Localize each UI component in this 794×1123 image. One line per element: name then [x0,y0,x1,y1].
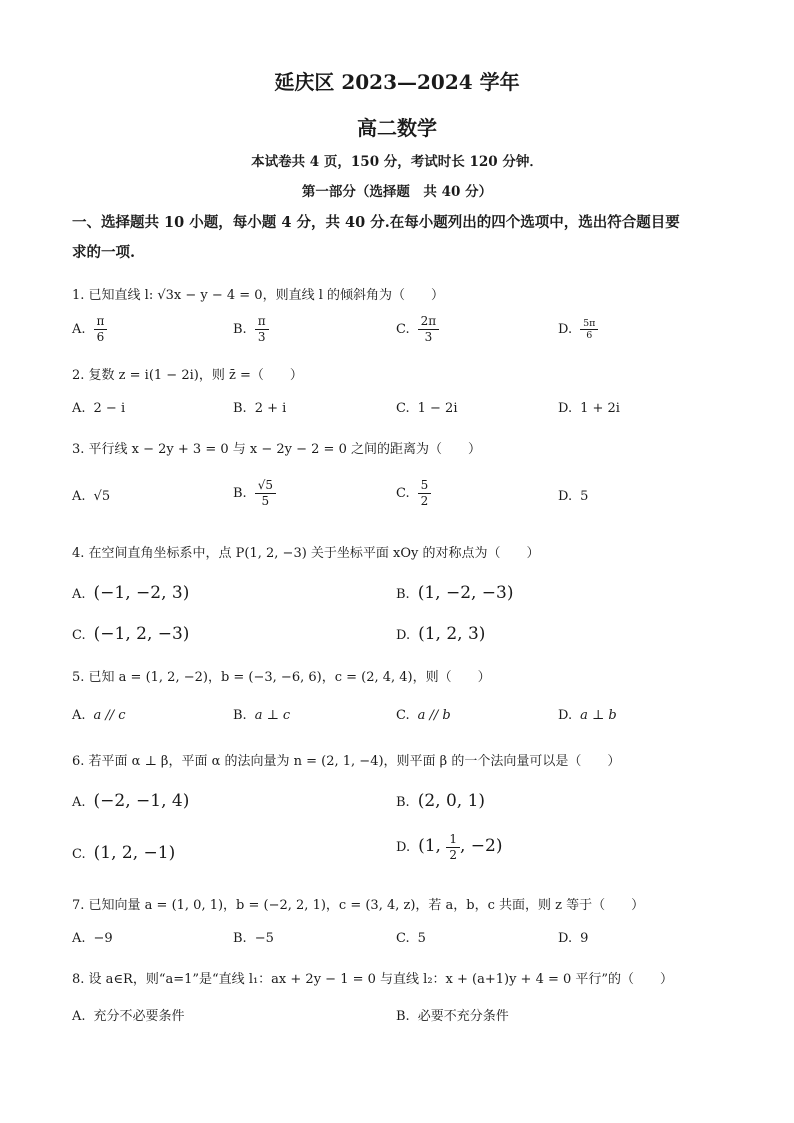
option-fraction [255,478,276,509]
option-value: (1, −2, −3) [417,583,514,603]
q4-option-d [396,624,485,644]
option-key: D. [558,708,573,723]
q1-option-c [396,314,439,345]
fraction-denominator: 2 [420,494,429,508]
option-key: B. [396,795,410,810]
question-3-stem: 3. 平行线 x − 2y + 3 = 0 与 x − 2y − 2 = 0 之间的距离为（ ） [72,442,481,457]
option-fraction [446,832,460,863]
option-value: (2, 0, 1) [417,791,486,811]
fraction-numerator: √5 [255,478,276,494]
option-key: C. [72,628,86,643]
option-fraction [94,314,108,345]
q3-option-d [558,489,588,504]
q5-option-c [396,708,451,723]
option-key: B. [233,486,247,501]
option-value: 9 [580,931,589,946]
q7-option-c [396,931,426,946]
fraction-numerator: π [94,314,108,330]
option-key: A. [72,708,86,723]
option-value: (−1, −2, 3) [93,583,190,603]
option-value-suffix: , −2) [460,836,503,856]
fraction-numerator: π [255,314,269,330]
option-value: 2 − i [93,401,126,416]
option-key: A. [72,587,86,602]
q5-option-a [72,708,126,723]
option-key: A. [72,1009,86,1024]
option-value: 1 − 2i [417,401,458,416]
option-value: √5 [93,489,111,504]
option-value-prefix: (1, [418,836,447,856]
q7-option-a [72,931,113,946]
q4-option-a [72,583,189,603]
option-value: a ⊥ b [580,708,617,723]
option-key: C. [396,708,410,723]
option-value: 1 + 2i [580,401,620,416]
fraction-denominator: 3 [257,330,266,344]
option-value: (−1, 2, −3) [93,624,190,644]
option-key: C. [72,847,86,862]
q2-option-b [233,401,286,416]
option-key: A. [72,401,86,416]
fraction-denominator: 5 [261,494,270,508]
option-fraction [580,318,598,341]
q5-option-b [233,708,290,723]
fraction-denominator: 3 [424,330,433,344]
option-fraction [418,478,432,509]
option-value: 2 + i [254,401,287,416]
q2-option-c [396,401,457,416]
q8-option-b [396,1005,509,1024]
q1-option-a [72,314,107,345]
question-7-stem: 7. 已知向量 a = (1, 0, 1)，b = (−2, 2, 1)，c = (3, 4, z)，若 a，b，c 共面，则 z 等于（ ） [72,898,645,913]
fraction-numerator: 2π [418,314,440,330]
question-5-stem: 5. 已知 a = (1, 2, −2)，b = (−3, −6, 6)，c = (2, 4, 4)，则（ ） [72,670,491,685]
q3-option-a [72,489,110,504]
option-key: A. [72,931,86,946]
option-value: 5 [580,489,589,504]
q7-option-b [233,931,274,946]
question-4-stem: 4. 在空间直角坐标系中，点 P(1, 2, −3) 关于坐标平面 xOy 的对称点为（ ） [72,546,540,561]
q5-option-d [558,708,617,723]
option-key: C. [396,931,410,946]
option-fraction [255,314,269,345]
option-key: A. [72,489,86,504]
option-key: D. [558,931,573,946]
q1-option-d [558,318,598,341]
q2-option-a [72,401,125,416]
option-key: D. [396,628,411,643]
option-value: (−2, −1, 4) [93,791,190,811]
fraction-numerator: 5π [580,318,598,330]
option-key: A. [72,795,86,810]
q2-option-d [558,401,620,416]
option-value: −5 [254,931,274,946]
q3-option-c [396,478,431,509]
q6-option-b [396,791,485,811]
q7-option-d [558,931,588,946]
section-instructions-line1: 一、选择题共 10 小题，每小题 4 分，共 40 分.在每小题列出的四个选项中，选出符合题目要 [72,214,680,231]
q3-option-b [233,478,276,509]
fraction-denominator: 6 [96,330,105,344]
option-key: C. [396,401,410,416]
fraction-denominator: 6 [586,330,593,341]
fraction-numerator: 1 [446,832,460,848]
part-heading: 第一部分（选择题 共 40 分） [301,184,493,200]
option-fraction [418,314,440,345]
q8-option-a [72,1005,185,1024]
option-key: C. [396,322,410,337]
q6-option-d [396,832,503,863]
exam-title: 延庆区 2023—2024 学年 [274,70,520,94]
option-key: D. [558,489,573,504]
exam-info: 本试卷共 4 页，150 分，考试时长 120 分钟． [251,154,543,170]
option-key: D. [396,840,411,855]
option-value: 充分不必要条件 [93,1009,185,1024]
option-value: 5 [417,931,426,946]
option-value: (1, 2, 3) [418,624,486,644]
q6-option-c [72,843,175,863]
section-instructions-line2: 求的一项. [72,244,136,261]
question-2-stem: 2. 复数 z = i(1 − 2i)，则 z̄ =（ ） [72,368,303,383]
option-value: (1, 2, −1) [93,843,176,863]
option-value: a // c [93,708,126,723]
option-key: B. [396,587,410,602]
q4-option-b [396,583,514,603]
option-key: D. [558,322,573,337]
option-value: 必要不充分条件 [417,1009,509,1024]
option-key: B. [233,931,247,946]
option-key: C. [396,486,410,501]
option-key: B. [233,401,247,416]
option-key: D. [558,401,573,416]
option-value: a ⊥ c [254,708,291,723]
q6-option-a [72,791,189,811]
question-1-stem: 1. 已知直线 l: √3x − y − 4 = 0，则直线 l 的倾斜角为（ ） [72,288,445,303]
option-value: a // b [417,708,451,723]
option-key: B. [396,1009,410,1024]
option-key: A. [72,322,86,337]
option-value: −9 [93,931,113,946]
q4-option-c [72,624,189,644]
question-8-stem: 8. 设 a∈R，则“a=1”是“直线 l₁：ax + 2y − 1 = 0 与直线 l₂：x + (a+1)y + 4 = 0 平行”的（ ） [72,972,674,987]
option-key: B. [233,322,247,337]
fraction-numerator: 5 [418,478,432,494]
q1-option-b [233,314,269,345]
question-6-stem: 6. 若平面 α ⊥ β，平面 α 的法向量为 n = (2, 1, −4)，则平面 β 的一个法向量可以是（ ） [72,754,621,769]
exam-subject: 高二数学 [357,116,437,140]
option-key: B. [233,708,247,723]
fraction-denominator: 2 [449,848,457,862]
